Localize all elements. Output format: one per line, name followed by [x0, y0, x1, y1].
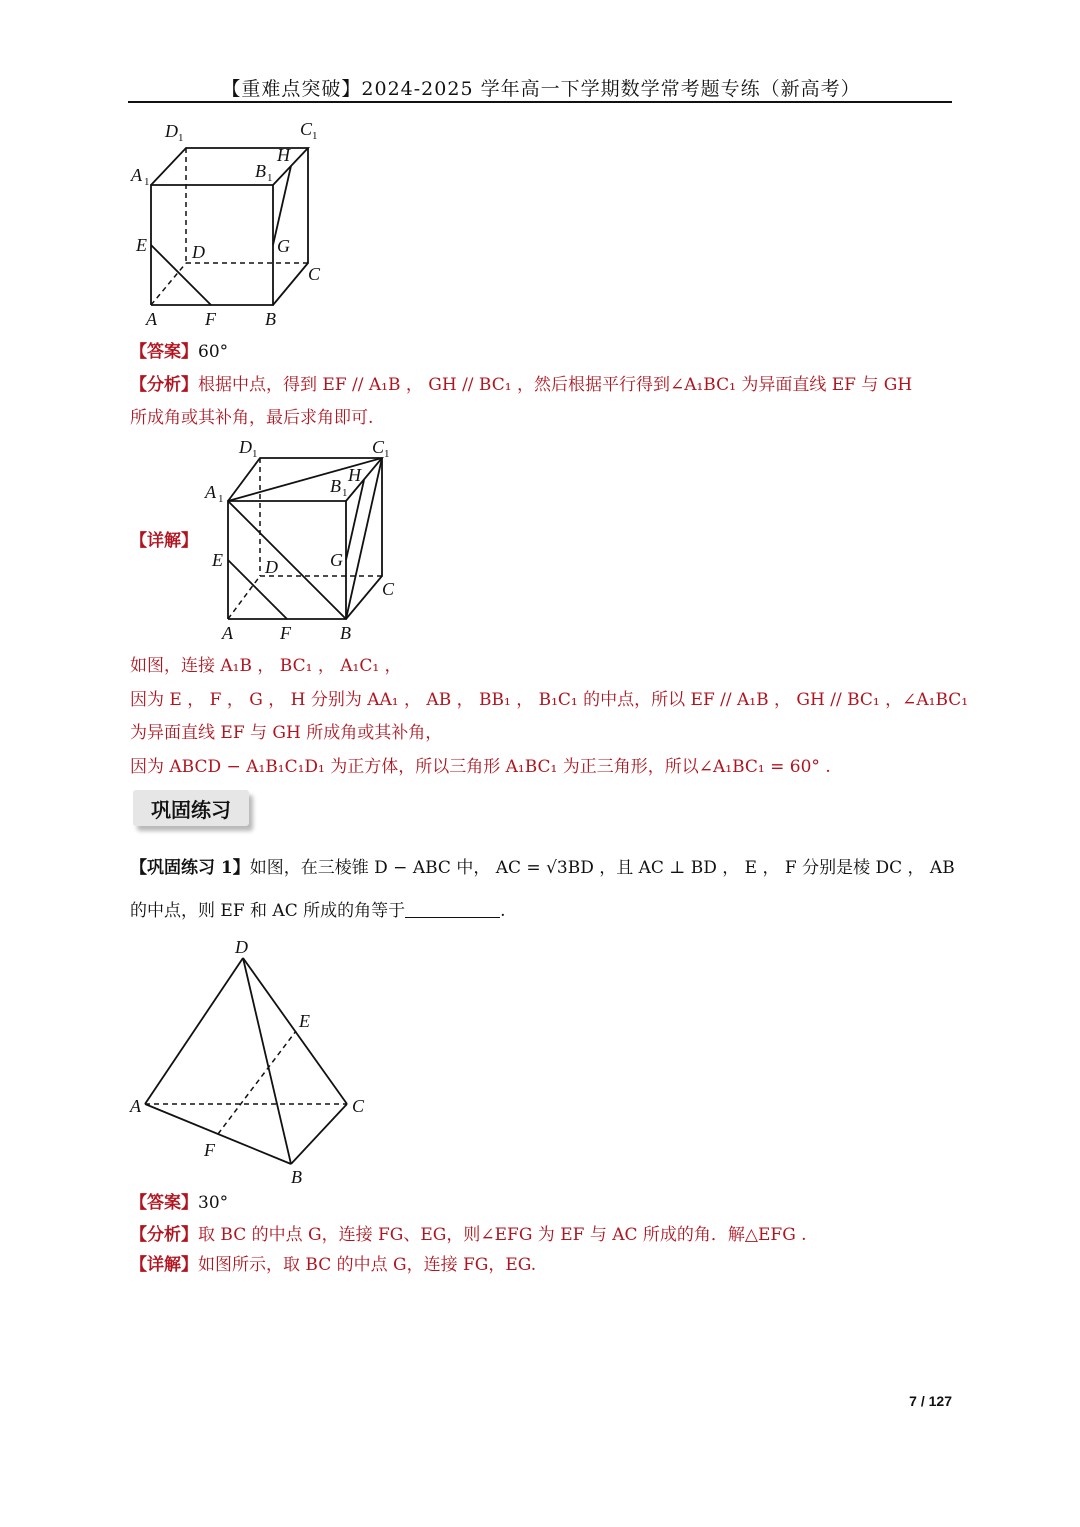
- label-F: F: [205, 309, 216, 329]
- example-detail-line1: 如图，连接 A₁B ， BC₁ ， A₁C₁ ，: [130, 656, 402, 676]
- label-A1: A: [205, 482, 216, 502]
- label-C1-sub: 1: [312, 130, 318, 142]
- label-A: A: [146, 309, 157, 329]
- exercise1-analysis-text: 取 BC 的中点 G，连接 FG、EG，则∠EFG 为 EF 与 AC 所成的角．解△EFG .: [198, 1225, 807, 1245]
- label-A1-sub: 1: [144, 176, 150, 188]
- label-D1-sub: 1: [178, 132, 184, 144]
- label-D1: D: [239, 437, 252, 457]
- answer-blank: [405, 899, 500, 918]
- exercise1-answer-value: 30°: [198, 1193, 229, 1213]
- exercise1-detail-text: 如图所示，取 BC 的中点 G，连接 FG，EG.: [198, 1255, 537, 1275]
- label-A: A: [222, 623, 233, 643]
- exercise1-stem-line2: [130, 898, 506, 924]
- exercise1-answer-tag: 【答案】: [130, 1193, 198, 1213]
- exercise1-analysis-tag: 【分析】: [130, 1225, 198, 1245]
- exercise1-analysis-line: [130, 1222, 807, 1248]
- tet-label-C: C: [352, 1096, 365, 1116]
- label-C: C: [382, 579, 395, 599]
- label-B1: B: [330, 476, 341, 496]
- answer-tag: 【答案】: [130, 342, 198, 362]
- tet-label-B: B: [291, 1167, 302, 1187]
- example-analysis-line2: 所成角或其补角，最后求角即可.: [130, 408, 374, 428]
- label-C: C: [308, 264, 321, 284]
- label-C1: C: [372, 437, 385, 457]
- label-E: E: [136, 235, 147, 255]
- exercise1-tag: 【巩固练习 1】: [130, 858, 250, 878]
- example-detail-line2: 因为 E ， F ， G ， H 分别为 AA₁ ， AB ， BB₁ ， B₁C₁ 的中点，所以 EF // A₁B ， GH // BC₁ ，∠A₁BC₁: [130, 690, 969, 710]
- label-D1-sub: 1: [252, 448, 258, 460]
- exercise1-answer-line: [130, 1190, 228, 1216]
- section-badge: [133, 790, 249, 826]
- label-F: F: [280, 623, 291, 643]
- label-G: G: [277, 236, 290, 256]
- cube-figure-1: [130, 115, 350, 335]
- cube-figure-2: [205, 435, 415, 650]
- exercise1-stem-2b: .: [500, 901, 506, 921]
- label-D1: D: [165, 121, 178, 141]
- example-detail-line4: 因为 ABCD − A₁B₁C₁D₁ 为正方体，所以三角形 A₁BC₁ 为正三角形，所以∠A₁BC₁ = 60° .: [130, 757, 831, 777]
- label-A1-sub: 1: [218, 493, 224, 505]
- exercise1-stem-1: 如图，在三棱锥 D − ABC 中， AC = √3BD ，且 AC ⊥ BD ， E ， F 分别是棱 DC ， AB: [249, 858, 955, 878]
- tet-label-E: E: [299, 1011, 310, 1031]
- label-C1: C: [300, 119, 313, 139]
- label-H: H: [277, 145, 290, 165]
- example-analysis-line1: [130, 372, 912, 398]
- label-B: B: [265, 309, 276, 329]
- label-H: H: [348, 465, 361, 485]
- page-header: 【重难点突破】2024-2025 学年高一下学期数学常考题专练（新高考）: [221, 78, 861, 100]
- section-title: 巩固练习: [151, 798, 231, 822]
- analysis-text-1: 根据中点，得到 EF // A₁B ， GH // BC₁ ，然后根据平行得到∠A₁BC₁ 为异面直线 EF 与 GH: [198, 375, 913, 395]
- tet-label-F: F: [204, 1140, 215, 1160]
- analysis-tag: 【分析】: [130, 375, 198, 395]
- label-C1-sub: 1: [384, 448, 390, 460]
- label-B1-sub: 1: [267, 172, 273, 184]
- label-G: G: [330, 550, 343, 570]
- example-detail-tag: 【详解】: [130, 531, 198, 551]
- tet-label-D: D: [235, 937, 248, 957]
- tetrahedron-figure: [125, 935, 385, 1190]
- page-number: 7 / 127: [909, 1393, 952, 1409]
- label-A1: A: [131, 165, 142, 185]
- example-answer-line: [130, 339, 228, 365]
- header-rule: [128, 101, 952, 103]
- exercise1-stem-2a: 的中点，则 EF 和 AC 所成的角等于: [130, 901, 406, 921]
- exercise1-detail-tag: 【详解】: [130, 1255, 198, 1275]
- label-B: B: [340, 623, 351, 643]
- label-E: E: [212, 550, 223, 570]
- label-B1: B: [255, 161, 266, 181]
- label-D: D: [265, 557, 278, 577]
- exercise1-detail-line: [130, 1252, 536, 1278]
- tet-label-A: A: [130, 1096, 141, 1116]
- label-B1-sub: 1: [342, 487, 348, 499]
- answer-value: 60°: [198, 342, 229, 362]
- example-detail-line3: 为异面直线 EF 与 GH 所成角或其补角，: [130, 723, 443, 743]
- label-D: D: [192, 242, 205, 262]
- exercise1-stem-line1: [130, 855, 955, 881]
